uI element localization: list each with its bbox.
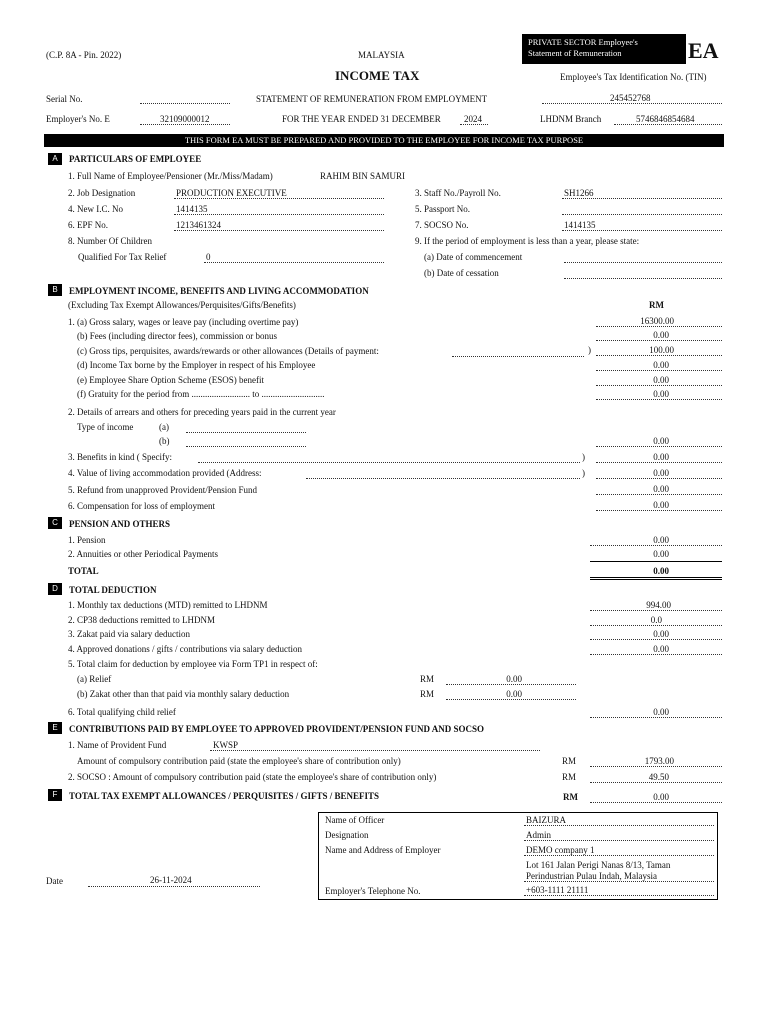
section-d-title: TOTAL DEDUCTION <box>69 585 157 595</box>
donations-value: 0.00 <box>653 644 669 654</box>
notice-bar: THIS FORM EA MUST BE PREPARED AND PROVIDED TO THE EMPLOYEE FOR INCOME TAX PURPOSE <box>44 134 724 147</box>
zakat-other-rm: RM <box>420 689 435 699</box>
section-a-letter: A <box>48 153 62 165</box>
compensation-value: 0.00 <box>653 500 669 510</box>
mtd-value: 994.00 <box>646 600 671 610</box>
address-line-2: Perindustrian Pulau Indah, Malaysia <box>526 871 657 881</box>
branch-label: LHDNM Branch <box>540 114 602 124</box>
gratuity-label: (f) Gratuity for the period from .......................... to ............................ <box>77 389 325 399</box>
tips-value: 100.00 <box>649 345 674 355</box>
serial-label: Serial No. <box>46 94 83 104</box>
tax-borne-value: 0.00 <box>653 360 669 370</box>
form-badge <box>522 34 686 64</box>
tax-borne-label: (d) Income Tax borne by the Employer in respect of his Employee <box>77 360 316 370</box>
address-line-1: Lot 161 Jalan Perigi Nanas 8/13, Taman <box>526 860 671 870</box>
badge-line-2: Statement of Remuneration <box>528 48 622 58</box>
esos-label: (e) Employee Share Option Scheme (ESOS) benefit <box>77 375 264 385</box>
living-label: 4. Value of living accommodation provided (Address: <box>68 468 262 478</box>
socso-contrib-rm: RM <box>562 772 577 782</box>
zakat-other-label: (b) Zakat other than that paid via monthly salary deduction <box>77 689 290 699</box>
exempt-rm: RM <box>563 792 578 802</box>
section-f-letter: F <box>48 789 62 801</box>
gross-salary-value: 16300.00 <box>640 316 674 326</box>
children-sub-label: Qualified For Tax Relief <box>78 252 167 262</box>
living-close: ) <box>582 468 585 478</box>
relief-rm: RM <box>420 674 435 684</box>
compulsory-rm: RM <box>562 756 577 766</box>
staff-value: SH1266 <box>564 188 594 198</box>
type-a-label: (a) <box>159 422 169 432</box>
ic-value: 1414135 <box>176 204 208 214</box>
type-income-label: Type of income <box>77 422 134 432</box>
badge-line-1: PRIVATE SECTOR Employee's <box>528 37 638 47</box>
socso-contrib-value: 49.50 <box>648 772 669 782</box>
exempt-value: 0.00 <box>653 792 669 802</box>
zakat-label: 3. Zakat paid via salary deduction <box>68 629 190 639</box>
staff-label: 3. Staff No./Payroll No. <box>415 188 501 198</box>
living-value: 0.00 <box>653 468 669 478</box>
page-title: INCOME TAX <box>335 68 420 83</box>
section-e-title: CONTRIBUTIONS PAID BY EMPLOYEE TO APPROVED PROVIDENT/PENSION FUND AND SOCSO <box>69 724 484 734</box>
children-label: 8. Number Of Children <box>68 236 152 246</box>
compulsory-value: 1793.00 <box>644 756 674 766</box>
section-b-title: EMPLOYMENT INCOME, BENEFITS AND LIVING ACCOMMODATION <box>69 286 369 296</box>
date-value: 26-11-2024 <box>150 875 192 885</box>
compensation-label: 6. Compensation for loss of employment <box>68 501 215 511</box>
fund-value: KWSP <box>213 740 239 750</box>
fund-label: 1. Name of Provident Fund <box>68 740 167 750</box>
section-f-title: TOTAL TAX EXEMPT ALLOWANCES / PERQUISITES / GIFTS / BENEFITS <box>69 791 380 801</box>
section-e-letter: E <box>48 722 62 734</box>
employer-no-label: Employer's No. E <box>46 114 110 124</box>
employer-name: DEMO company 1 <box>526 845 595 855</box>
cp38-value: 0.0 <box>650 615 662 625</box>
section-b-letter: B <box>48 284 62 296</box>
relief-value: 0.00 <box>506 674 522 684</box>
date-label: Date <box>46 876 63 886</box>
year-value: 2024 <box>464 114 482 124</box>
job-label: 2. Job Designation <box>68 188 136 198</box>
tp1-label: 5. Total claim for deduction by employee via Form TP1 in respect of: <box>68 659 318 669</box>
cp38-label: 2. CP38 deductions remitted to LHDNM <box>68 615 215 625</box>
period-label: 9. If the period of employment is less than a year, please state: <box>415 236 640 246</box>
tin-label: Employee's Tax Identification No. (TIN) <box>560 72 707 82</box>
currency-header: RM <box>649 300 664 310</box>
annuities-label: 2. Annuities or other Periodical Payments <box>68 549 218 559</box>
refund-value: 0.00 <box>653 484 669 494</box>
phone-label: Employer's Telephone No. <box>325 886 421 896</box>
country-label: MALAYSIA <box>358 50 405 60</box>
relief-label: (a) Relief <box>77 674 112 684</box>
name-value: RAHIM BIN SAMURI <box>320 171 406 181</box>
esos-value: 0.00 <box>653 375 669 385</box>
epf-label: 6. EPF No. <box>68 220 109 230</box>
statement-label: STATEMENT OF REMUNERATION FROM EMPLOYMENT <box>256 94 488 104</box>
zakat-other-value: 0.00 <box>506 689 522 699</box>
compulsory-label: Amount of compulsory contribution paid (state the employee's share of contribution only) <box>77 756 401 766</box>
epf-value: 1213461324 <box>176 220 221 230</box>
section-c-letter: C <box>48 517 62 529</box>
phone-value: +603-1111 21111 <box>526 885 589 895</box>
name-label: 1. Full Name of Employee/Pensioner (Mr./Miss/Madam) <box>68 171 273 181</box>
tips-close: ) <box>588 345 591 355</box>
section-d-letter: D <box>48 583 62 595</box>
socso-contrib-label: 2. SOCSO : Amount of compulsory contribution paid (state the employee's share of contribution only) <box>68 772 437 782</box>
section-a-title: PARTICULARS OF EMPLOYEE <box>69 154 202 164</box>
tin-value: 245452768 <box>610 93 651 103</box>
designation-value: Admin <box>526 830 552 840</box>
tips-label: (c) Gross tips, perquisites, awards/rewards or other allowances (Details of payment: <box>77 346 379 356</box>
children-value: 0 <box>206 252 211 262</box>
annuities-value: 0.00 <box>653 549 669 559</box>
year-label: FOR THE YEAR ENDED 31 DECEMBER <box>282 114 441 124</box>
fees-label: (b) Fees (including director fees), commission or bonus <box>77 331 277 341</box>
gratuity-value: 0.00 <box>653 389 669 399</box>
total-value: 0.00 <box>653 566 669 576</box>
refund-label: 5. Refund from unapproved Provident/Pension Fund <box>68 485 257 495</box>
pension-value: 0.00 <box>653 535 669 545</box>
type-b-label: (b) <box>159 436 170 446</box>
branch-value: 5746846854684 <box>636 114 695 124</box>
bik-label: 3. Benefits in kind ( Specify: <box>68 452 172 462</box>
section-c-title: PENSION AND OTHERS <box>69 519 171 529</box>
designation-label: Designation <box>325 830 369 840</box>
arrears-label: 2. Details of arrears and others for preceding years paid in the current year <box>68 407 336 417</box>
employer-no-value: 32109000012 <box>160 114 210 124</box>
gross-salary-label: 1. (a) Gross salary, wages or leave pay (including overtime pay) <box>68 317 299 327</box>
job-value: PRODUCTION EXECUTIVE <box>176 188 287 198</box>
mtd-label: 1. Monthly tax deductions (MTD) remitted to LHDNM <box>68 600 268 610</box>
employer-address-label: Name and Address of Employer <box>325 845 441 855</box>
socso-value: 1414135 <box>564 220 596 230</box>
total-label: TOTAL <box>68 566 99 576</box>
child-relief-label: 6. Total qualifying child relief <box>68 707 176 717</box>
ic-label: 4. New I.C. No <box>68 204 123 214</box>
socso-label: 7. SOCSO No. <box>415 220 469 230</box>
form-code: (C.P. 8A - Pin. 2022) <box>46 50 122 60</box>
arrears-value: 0.00 <box>653 436 669 446</box>
fees-value: 0.00 <box>653 330 669 340</box>
bik-close: ) <box>582 452 585 462</box>
commence-label: (a) Date of commencement <box>424 252 523 262</box>
officer-name-value: BAIZURA <box>526 815 566 825</box>
cessation-label: (b) Date of cessation <box>424 268 499 278</box>
pension-label: 1. Pension <box>68 535 106 545</box>
bik-value: 0.00 <box>653 452 669 462</box>
donations-label: 4. Approved donations / gifts / contributions via salary deduction <box>68 644 302 654</box>
section-b-subtitle: (Excluding Tax Exempt Allowances/Perquisites/Gifts/Benefits) <box>68 300 296 310</box>
officer-name-label: Name of Officer <box>325 815 385 825</box>
form-id: EA <box>688 38 719 63</box>
zakat-value: 0.00 <box>653 629 669 639</box>
passport-label: 5. Passport No. <box>415 204 471 214</box>
child-relief-value: 0.00 <box>653 707 669 717</box>
